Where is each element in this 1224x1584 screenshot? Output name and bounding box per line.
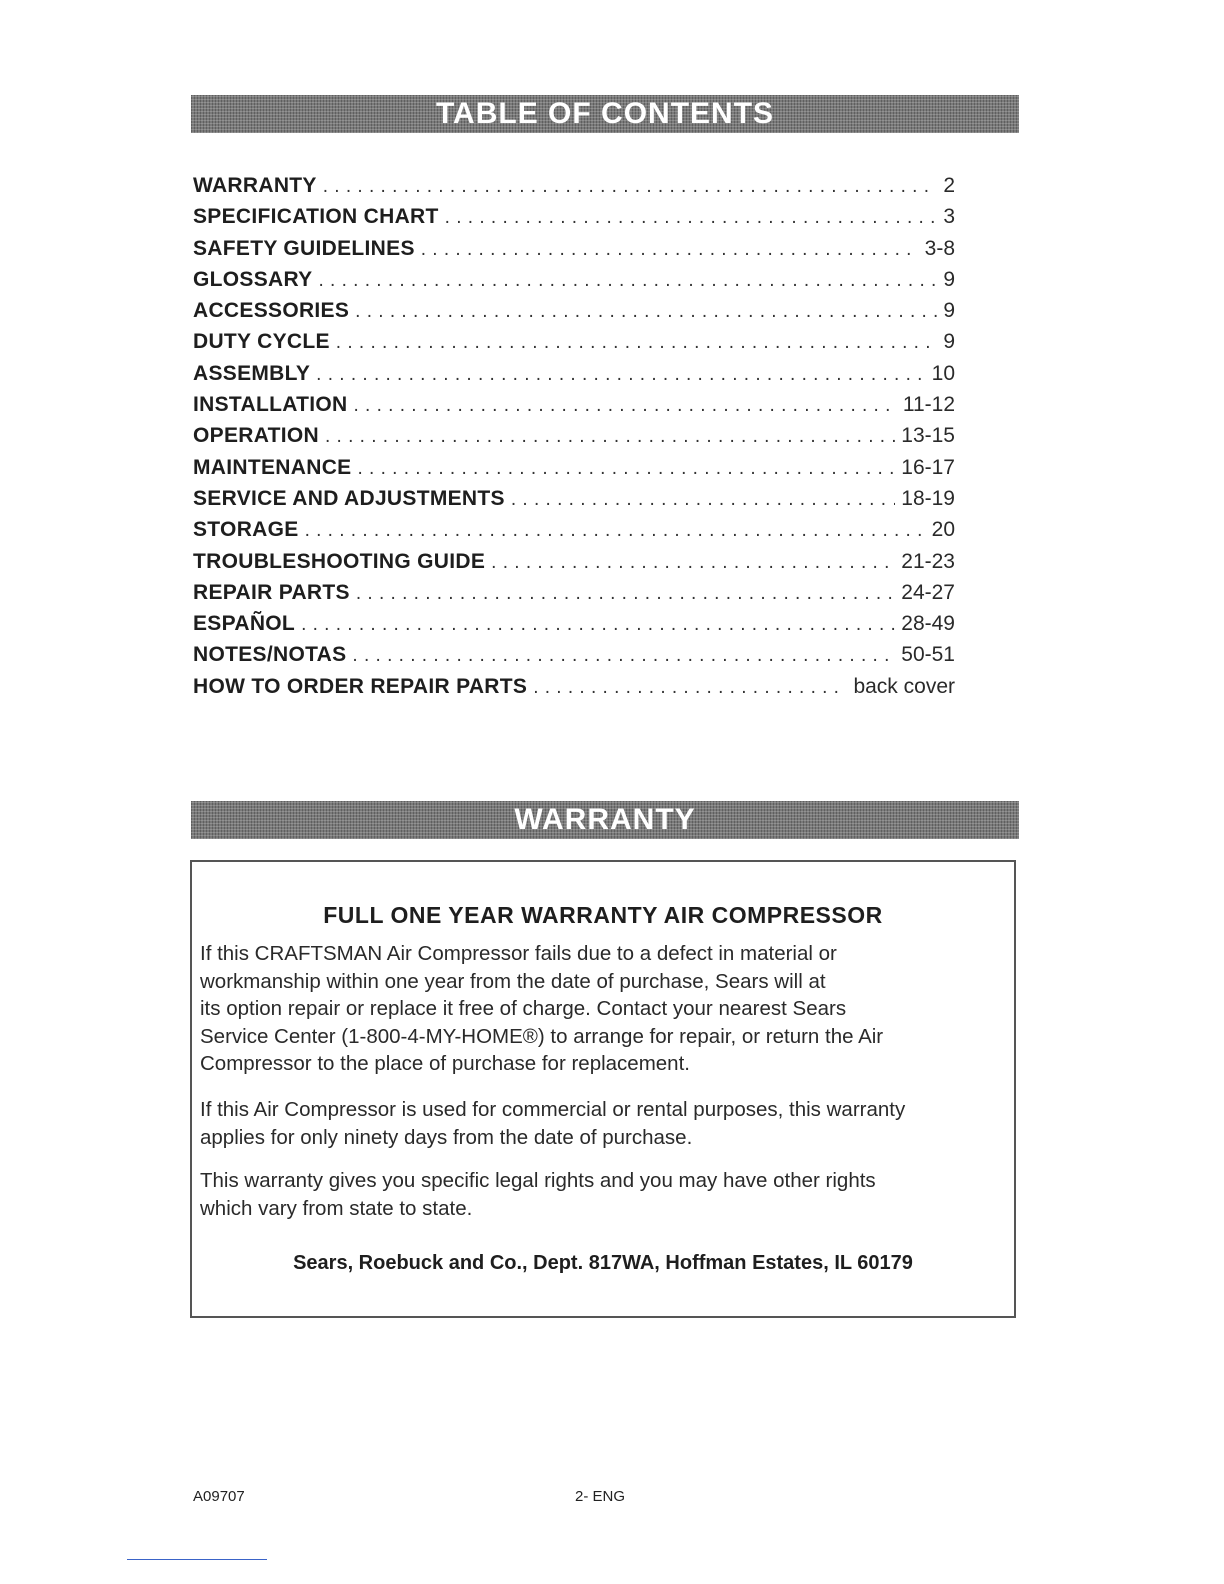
warranty-banner — [191, 801, 1019, 839]
toc-leader — [445, 202, 938, 233]
toc-entry-page: 9 — [943, 330, 955, 354]
toc-list — [193, 170, 955, 702]
warranty-line: Service Center (1-800-4-MY-HOME®) to arrange for repair, or return the Air — [200, 1024, 884, 1048]
toc-entry-label: INSTALLATION — [193, 393, 348, 417]
toc-leader — [511, 484, 895, 515]
toc-leader — [318, 265, 937, 296]
toc-entry-page: 16-17 — [901, 455, 955, 479]
toc-entry — [193, 358, 955, 389]
document-code: A09707 — [193, 1488, 245, 1505]
page-number: 2- ENG — [575, 1488, 626, 1505]
toc-entry — [193, 326, 955, 357]
toc-entry — [193, 264, 955, 295]
toc-entry-page: 10 — [931, 361, 955, 385]
warranty-line: its option repair or replace it free of charge. Contact your nearest Sears — [200, 997, 847, 1020]
toc-entry-label: STORAGE — [193, 518, 299, 542]
toc-title: TABLE OF CONTENTS — [435, 97, 775, 130]
toc-entry — [193, 546, 955, 577]
toc-entry-label: DUTY CYCLE — [193, 330, 330, 354]
toc-leader — [421, 234, 919, 265]
toc-entry — [193, 452, 955, 483]
toc-entry-label: TROUBLESHOOTING GUIDE — [193, 549, 486, 573]
toc-entry-page: 11-12 — [902, 393, 955, 417]
toc-entry-page: 18-19 — [901, 486, 955, 510]
toc-entry — [193, 671, 955, 702]
toc-leader — [336, 327, 938, 358]
toc-entry — [193, 483, 955, 514]
toc-entry — [193, 514, 955, 545]
toc-entry — [193, 170, 955, 201]
toc-entry-page: 20 — [931, 518, 955, 542]
toc-leader — [352, 640, 895, 671]
toc-entry — [193, 201, 955, 232]
toc-entry-page: 9 — [943, 267, 955, 291]
toc-entry-label: GLOSSARY — [193, 267, 313, 291]
footnote-divider — [127, 1559, 267, 1560]
warranty-box — [190, 860, 1016, 1318]
toc-leader — [357, 453, 895, 484]
toc-entry-label: MAINTENANCE — [193, 455, 352, 479]
warranty-line: Compressor to the place of purchase for replacement. — [200, 1052, 690, 1075]
toc-entry — [193, 295, 955, 326]
warranty-line: This warranty gives you specific legal rights and you may have other rights — [200, 1169, 876, 1192]
toc-entry-page: 21-23 — [901, 549, 955, 573]
toc-entry — [193, 608, 955, 639]
toc-entry — [193, 577, 955, 608]
toc-entry-label: HOW TO ORDER REPAIR PARTS — [193, 674, 528, 698]
toc-entry-page: 13-15 — [901, 424, 955, 448]
warranty-line: applies for only ninety days from the date of purchase. — [200, 1125, 693, 1149]
toc-entry-label: ACCESSORIES — [193, 299, 350, 323]
toc-entry-page: 3 — [943, 205, 955, 229]
warranty-line: which vary from state to state. — [200, 1196, 473, 1220]
toc-leader — [316, 359, 925, 390]
warranty-title: WARRANTY — [514, 803, 696, 836]
toc-entry-page: 24-27 — [901, 580, 955, 604]
toc-entry-label: SERVICE AND ADJUSTMENTS — [193, 486, 505, 510]
toc-entry-page: 9 — [943, 299, 955, 323]
toc-entry — [193, 233, 955, 264]
toc-leader — [353, 390, 896, 421]
toc-entry-page: 50-51 — [901, 643, 955, 667]
warranty-line: If this CRAFTSMAN Air Compressor fails due to a defect in material or — [200, 942, 837, 965]
warranty-address: Sears, Roebuck and Co., Dept. 817WA, Hoffman Estates, IL 60179 — [293, 1252, 913, 1274]
toc-entry-label: WARRANTY — [193, 174, 317, 197]
warranty-line: workmanship within one year from the date of purchase, Sears will at — [200, 969, 826, 993]
toc-entry-label: NOTES/NOTAS — [193, 643, 347, 667]
toc-leader — [533, 672, 847, 703]
toc-entry-page: 3-8 — [924, 236, 955, 260]
toc-entry-label: ASSEMBLY — [193, 361, 311, 385]
toc-entry-page: 28-49 — [901, 612, 955, 636]
toc-leader — [355, 296, 937, 327]
toc-leader — [301, 609, 895, 640]
toc-leader — [323, 171, 938, 202]
toc-entry-page: 2 — [943, 174, 955, 197]
toc-leader — [325, 421, 895, 452]
warranty-paragraph — [200, 1096, 1010, 1151]
toc-entry-page: back cover — [853, 674, 955, 698]
warranty-line: If this Air Compressor is used for commercial or rental purposes, this warranty — [200, 1098, 906, 1121]
toc-entry-label: SPECIFICATION CHART — [193, 205, 439, 229]
warranty-heading: FULL ONE YEAR WARRANTY AIR COMPRESSOR — [323, 902, 883, 928]
toc-leader — [305, 515, 926, 546]
warranty-paragraph — [200, 1167, 1010, 1222]
toc-entry — [193, 420, 955, 451]
toc-entry-label: REPAIR PARTS — [193, 580, 350, 604]
toc-entry — [193, 389, 955, 420]
toc-banner — [191, 95, 1019, 133]
toc-entry-label: OPERATION — [193, 424, 319, 448]
toc-leader — [356, 578, 895, 609]
warranty-paragraph — [200, 940, 1010, 1078]
toc-entry-label: ESPAÑOL — [193, 612, 296, 636]
toc-leader — [491, 547, 895, 578]
toc-entry — [193, 639, 955, 670]
toc-entry-label: SAFETY GUIDELINES — [193, 236, 415, 260]
